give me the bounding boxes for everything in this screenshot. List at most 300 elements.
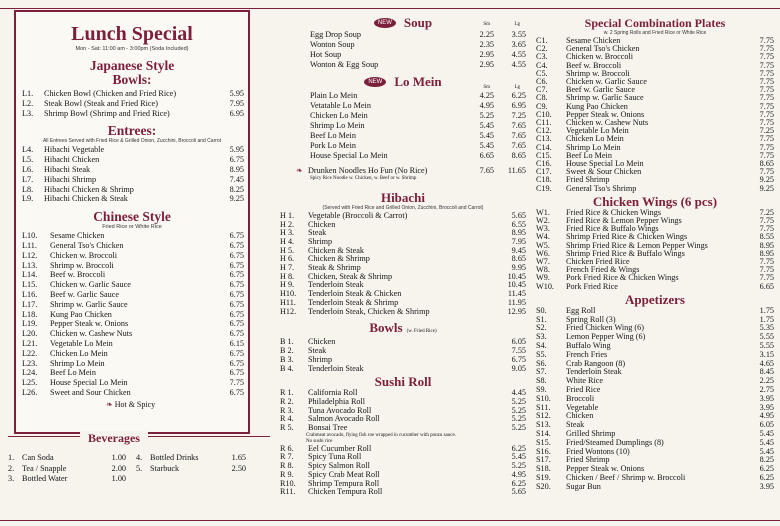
menu-item — [22, 155, 244, 165]
menu-item — [280, 480, 526, 489]
item-name: Chicken, Steak & Shrimp — [308, 272, 393, 281]
chinese-note: Fried Rice or White Rice — [102, 224, 162, 231]
menu-item — [536, 360, 774, 369]
item-price: 5.35 — [759, 323, 774, 333]
item-code: L14. — [22, 270, 38, 280]
item-name: White Rice — [566, 377, 604, 386]
item-price: 7.95 — [511, 236, 526, 246]
menu-item — [536, 421, 774, 430]
menu-item — [536, 448, 774, 457]
beverages-section — [8, 431, 270, 485]
item-price: 6.75 — [229, 387, 244, 397]
item-price: 5.45 — [479, 141, 494, 150]
item-name: Chicken Fried Rice — [566, 258, 630, 267]
item-name: General Tso's Shrimp — [566, 184, 637, 193]
item-name: Chicken — [566, 412, 594, 421]
item-price: 7.75 — [759, 85, 774, 95]
item-code: R10. — [280, 478, 296, 488]
menu-item — [536, 351, 774, 360]
item-price: 2.35 — [479, 40, 494, 49]
item-name: Tenderloin Steak & Chicken — [308, 290, 402, 299]
menu-item — [536, 368, 774, 377]
item-price-large: 7.65 — [511, 121, 526, 130]
item-price: 2.95 — [479, 60, 494, 69]
item-price: 2.00 — [111, 463, 126, 473]
menu-item — [536, 316, 774, 325]
item-price-large: 7.25 — [511, 111, 526, 120]
item-price: 4.25 — [479, 91, 494, 100]
item-price: 1.00 — [111, 474, 126, 483]
menu-item — [280, 229, 526, 238]
lunch-entrees-list — [16, 145, 248, 204]
item-code: W7. — [536, 257, 550, 267]
menu-item — [280, 337, 526, 346]
wings-title: Chicken Wings (6 pcs) — [592, 193, 718, 209]
item-code: S15. — [536, 437, 551, 447]
item-price: 1.65 — [231, 453, 246, 462]
menu-item — [310, 111, 526, 121]
item-price: 6.75 — [229, 299, 244, 309]
item-price-large: 6.95 — [511, 101, 526, 110]
menu-item — [536, 456, 774, 465]
item-price: 7.75 — [759, 134, 774, 144]
item-name: Pork Fried Rice & Chicken Wings — [566, 274, 679, 283]
drunken-noodles-row — [280, 166, 526, 176]
menu-item — [22, 165, 244, 175]
item-code: W8. — [536, 265, 550, 275]
item-price: 5.65 — [511, 487, 526, 497]
item-code: W10. — [536, 281, 554, 291]
menu-item — [22, 261, 244, 271]
entrees-title: Entrees: — [107, 123, 157, 139]
lunch-chinese-list — [16, 231, 248, 398]
item-price: 3.95 — [759, 402, 774, 412]
item-price: 7.75 — [759, 36, 774, 45]
menu-item — [536, 62, 774, 70]
item-code: S1. — [536, 314, 547, 324]
item-price: 5.45 — [479, 121, 494, 130]
item-price: 7.25 — [759, 207, 774, 217]
menu-item — [536, 185, 774, 193]
item-code: C19. — [536, 183, 552, 193]
item-price-large: 11.65 — [507, 166, 526, 175]
item-price: 6.75 — [229, 289, 244, 299]
menu-item — [280, 221, 526, 230]
item-price: 11.95 — [507, 297, 526, 307]
item-code: H 5. — [280, 245, 295, 255]
item-code: C12. — [536, 126, 552, 136]
item-name: Hibachi Shrimp — [44, 174, 97, 184]
beverages-left-list — [8, 453, 126, 485]
menu-item — [536, 386, 774, 395]
item-name: Sesame Chicken — [50, 231, 105, 241]
menu-item — [536, 474, 774, 483]
item-price: 8.95 — [511, 228, 526, 238]
item-name: Bottled Water — [22, 474, 68, 483]
item-name: Fried Shrimp — [566, 176, 610, 185]
menu-item — [280, 273, 526, 282]
item-name: Pepper Steak w. Onions — [566, 465, 645, 474]
item-name: Fried Shrimp — [566, 456, 610, 465]
item-name: Steak — [308, 229, 327, 238]
item-name: Philadelphia Roll — [308, 397, 366, 406]
lomein-header — [280, 73, 526, 91]
item-price: 6.25 — [759, 473, 774, 483]
item-name: Fried Rice & Chicken Wings — [566, 208, 662, 217]
item-code: H10. — [280, 289, 297, 299]
item-name: Egg Drop Soup — [310, 30, 361, 39]
chinese-style-title: Chinese Style — [93, 209, 171, 225]
right-column — [536, 16, 774, 492]
item-code: C4. — [536, 60, 548, 70]
item-name: Chicken w. Cashew Nuts — [50, 329, 133, 339]
menu-item — [22, 270, 244, 280]
item-price: 7.75 — [759, 109, 774, 119]
item-price: 6.05 — [511, 337, 526, 347]
item-code: L18. — [22, 309, 38, 319]
menu-item — [536, 333, 774, 342]
menu-item — [536, 266, 774, 274]
item-code: L12. — [22, 250, 38, 260]
menu-item — [536, 144, 774, 152]
menu-item — [280, 364, 526, 373]
item-price: 5.45 — [511, 452, 526, 462]
item-name: House Special Lo Mein — [310, 151, 388, 160]
item-code: C14. — [536, 142, 552, 152]
item-name: Hibachi Chicken — [44, 155, 100, 165]
menu-item — [280, 238, 526, 247]
item-name: Shrimp w. Broccoli — [50, 260, 114, 270]
item-name: Hibachi Vegetable — [44, 145, 105, 155]
menu-item — [8, 474, 126, 485]
bonsai-note: Crabmeat avocado, flying fish roe wrapped in cucumber with ponzu sauce. No sushi rice — [306, 432, 456, 444]
menu-item — [536, 37, 774, 45]
item-price: 11.45 — [507, 289, 526, 299]
item-code: W6. — [536, 248, 550, 258]
item-price: 6.15 — [229, 338, 244, 348]
item-name: Chicken Bowl (Chicken and Fried Rice) — [44, 89, 177, 98]
item-price: 7.75 — [759, 44, 774, 54]
menu-item — [22, 388, 244, 398]
hot-spicy-label: Hot & Spicy — [114, 399, 156, 409]
item-name: Chicken Lo Mein — [310, 111, 368, 120]
combo-title: Special Combination Plates — [584, 16, 726, 30]
menu-item — [22, 339, 244, 349]
item-code: C5. — [536, 68, 548, 78]
item-price: 7.75 — [759, 273, 774, 283]
bowls-note: (w. Fried Rice) — [406, 329, 437, 335]
menu-item — [536, 45, 774, 53]
item-price: 6.75 — [229, 309, 244, 319]
item-name: Vetatable Lo Mein — [310, 101, 371, 110]
item-price: 4.65 — [759, 358, 774, 368]
item-name: Tea / Snapple — [22, 463, 67, 473]
item-price: 6.25 — [511, 478, 526, 488]
item-price: 7.75 — [759, 224, 774, 234]
combo-list — [536, 37, 774, 193]
menu-item — [22, 231, 244, 241]
menu-item — [280, 415, 526, 424]
item-code: C1. — [536, 36, 548, 45]
beverages-right-list — [136, 453, 246, 485]
item-name: Vegetable Lo Mein — [566, 127, 629, 136]
new-badge: NEW — [364, 77, 386, 87]
item-code: C13. — [536, 134, 552, 144]
menu-item — [536, 250, 774, 258]
soup-list — [280, 30, 526, 70]
item-code: W5. — [536, 240, 550, 250]
item-price: 3.95 — [759, 393, 774, 403]
item-name: House Special Lo Mein — [566, 160, 644, 169]
item-price: 7.75 — [759, 52, 774, 62]
soup-header — [280, 14, 526, 30]
item-code: S11. — [536, 402, 551, 412]
item-name: Tenderloin Steak & Shrimp — [308, 298, 399, 307]
item-name: Shrimp w. Garlic Sauce — [566, 94, 644, 103]
menu-item — [536, 127, 774, 135]
menu-item — [280, 264, 526, 273]
item-name: Salmon Avocado Roll — [308, 415, 380, 424]
item-price: 2.95 — [479, 50, 494, 59]
item-name: Sweet and Sour Chicken — [50, 387, 131, 397]
item-price: 6.75 — [229, 348, 244, 358]
item-name: Chicken — [308, 220, 336, 229]
item-name: Drunken Noodles Ho Fun (No Rice) — [308, 166, 428, 175]
item-name: Steak — [566, 421, 585, 430]
item-price: 3.15 — [759, 349, 774, 359]
item-price: 4.45 — [511, 388, 526, 398]
item-name: Steak Bowl (Steak and Fried Rice) — [44, 98, 158, 108]
item-name: Fried Rice & Buffalo Wings — [566, 225, 659, 234]
menu-item — [536, 135, 774, 143]
item-name: Crab Rangoon (8) — [566, 359, 626, 368]
menu-item — [536, 342, 774, 351]
item-price: 7.25 — [759, 126, 774, 136]
item-code: C17. — [536, 167, 552, 177]
item-code: B 3. — [280, 355, 294, 365]
item-name: Pork Fried Rice — [566, 282, 618, 291]
item-name: Chicken w. Cashew Nuts — [566, 119, 649, 128]
item-name: Egg Roll — [566, 306, 596, 315]
item-price: 9.95 — [511, 263, 526, 273]
item-name: Kung Pao Chicken — [566, 102, 628, 111]
menu-item — [22, 290, 244, 300]
menu-item — [536, 86, 774, 94]
item-name: California Roll — [308, 389, 358, 398]
lomein-list — [280, 91, 526, 161]
item-price-large: 4.55 — [511, 60, 526, 69]
item-price: 6.75 — [229, 270, 244, 280]
item-code: S19. — [536, 473, 551, 483]
item-name: Chicken Tempura Roll — [308, 488, 383, 497]
menu-item — [280, 290, 526, 299]
item-code: S7. — [536, 367, 547, 377]
hibachi-note: (Served with Fried Rice and Grilled Onion, Zucchini, Broccoli and Carrot) — [322, 204, 484, 211]
item-code: R 8. — [280, 461, 294, 471]
item-code: W3. — [536, 224, 550, 234]
item-code: L9. — [22, 194, 34, 204]
item-price: 5.25 — [511, 405, 526, 415]
item-price: 5.25 — [479, 111, 494, 120]
menu-item — [22, 241, 244, 251]
bowls-section-title: Bowls — [369, 320, 403, 336]
menu-item — [22, 194, 244, 204]
middle-column — [280, 14, 526, 497]
item-price: 2.25 — [759, 376, 774, 386]
item-price: 9.25 — [759, 175, 774, 185]
menu-item — [280, 281, 526, 290]
item-price: 5.45 — [759, 437, 774, 447]
menu-item — [536, 274, 774, 282]
item-price: 6.75 — [229, 358, 244, 368]
item-code: L6. — [22, 164, 34, 174]
item-name: Bonsai Tree — [308, 424, 348, 433]
item-name: House Special Lo Mein — [50, 378, 128, 388]
item-name: Chicken w. Garlic Sauce — [566, 78, 647, 87]
item-name: Plain Lo Mein — [310, 91, 358, 100]
item-price: 6.75 — [229, 329, 244, 339]
item-name: Shrimp — [308, 237, 333, 246]
item-code: H 3. — [280, 228, 295, 238]
item-code: W4. — [536, 232, 550, 242]
item-code: R 3. — [280, 405, 294, 415]
menu-item — [536, 430, 774, 439]
menu-item — [22, 89, 244, 99]
menu-item — [536, 168, 774, 176]
item-name: Can Soda — [22, 453, 54, 462]
item-code: R 9. — [280, 469, 294, 479]
item-code: S3. — [536, 332, 547, 342]
item-price: 5.25 — [511, 414, 526, 424]
menu-item — [22, 280, 244, 290]
item-price: 5.95 — [229, 89, 244, 98]
combo-note: w. 2 Spring Rolls and Fried Rice or White Rice — [603, 30, 707, 36]
wings-list — [536, 209, 774, 291]
item-code: B 4. — [280, 364, 294, 374]
menu-item — [280, 389, 526, 398]
menu-item — [280, 424, 526, 433]
menu-item — [22, 175, 244, 185]
item-code: L23. — [22, 358, 38, 368]
item-code: L3. — [22, 108, 34, 118]
menu-item — [536, 242, 774, 250]
item-price: 4.95 — [759, 411, 774, 421]
item-code: B 1. — [280, 337, 294, 347]
menu-item — [536, 483, 774, 492]
item-code: L25. — [22, 378, 38, 388]
menu-item — [536, 78, 774, 86]
item-name: Chicken w. Garlic Sauce — [50, 280, 131, 290]
bowls-header — [280, 319, 526, 337]
item-name: Beef Lo Mein — [50, 368, 96, 378]
item-price: 7.75 — [759, 216, 774, 226]
item-price: 7.95 — [229, 98, 244, 108]
menu-item — [22, 378, 244, 388]
hibachi-list — [280, 212, 526, 316]
item-code: S12. — [536, 411, 551, 421]
item-price: 8.55 — [759, 232, 774, 242]
item-price: 8.25 — [759, 455, 774, 465]
menu-item — [536, 53, 774, 61]
menu-item — [280, 488, 526, 497]
item-name: Chicken & Shrimp — [308, 255, 370, 264]
menu-item — [536, 176, 774, 184]
item-name: Chicken & Steak — [308, 246, 364, 255]
item-price: 10.45 — [507, 280, 526, 290]
item-code: L21. — [22, 338, 38, 348]
item-code: H 6. — [280, 254, 295, 264]
menu-item — [310, 50, 526, 60]
item-name: Beef Lo Mein — [566, 151, 612, 160]
item-price: 10.45 — [507, 271, 526, 281]
item-price: 3.95 — [759, 481, 774, 491]
item-price: 6.75 — [229, 319, 244, 329]
item-price: 5.65 — [511, 210, 526, 220]
menu-item — [136, 453, 246, 464]
item-name: Sweet & Sour Chicken — [566, 168, 642, 177]
item-price: 6.75 — [229, 155, 244, 165]
menu-item — [536, 160, 774, 168]
item-price: 6.75 — [229, 368, 244, 378]
item-price-large: 3.55 — [511, 30, 526, 39]
item-name: Chicken w. Broccoli — [50, 250, 117, 260]
item-price: 6.75 — [229, 260, 244, 270]
item-price: 7.75 — [759, 142, 774, 152]
item-name: Chicken — [308, 337, 336, 347]
soup-title: Soup — [403, 15, 433, 30]
menu-item — [8, 453, 126, 464]
item-code: R 1. — [280, 388, 294, 398]
item-code: W2. — [536, 216, 550, 226]
item-price: 6.05 — [759, 420, 774, 430]
item-price: 7.75 — [759, 118, 774, 128]
item-code: S14. — [536, 429, 551, 439]
item-code: C15. — [536, 150, 552, 160]
item-name: Shrimp — [308, 355, 333, 365]
item-code: S10. — [536, 393, 551, 403]
item-price: 6.75 — [511, 355, 526, 365]
soup-lg-label: Lg — [514, 22, 520, 27]
menu-item — [280, 471, 526, 480]
item-name: Spicy Crab Meat Roll — [308, 470, 380, 479]
item-code: S13. — [536, 420, 551, 430]
bowls-title: Bowls: — [112, 72, 152, 87]
item-price-large: 6.25 — [511, 91, 526, 100]
item-price: 8.25 — [229, 184, 244, 194]
item-price: 7.75 — [759, 77, 774, 87]
item-price: 4.95 — [511, 469, 526, 479]
lunch-title: Lunch Special — [71, 23, 193, 45]
item-price: 8.95 — [759, 240, 774, 250]
item-name: Starbuck — [150, 463, 180, 473]
item-price: 6.65 — [759, 281, 774, 291]
drunken-note: Spicy Rice Noodle w. Chicken, w. Beef or w. Shrimp — [310, 175, 417, 181]
item-code: L17. — [22, 299, 38, 309]
bottom-rule — [0, 520, 780, 521]
item-price: 9.05 — [511, 364, 526, 374]
item-name: Steak — [308, 346, 327, 356]
item-code: W9. — [536, 273, 550, 283]
menu-item — [310, 40, 526, 50]
item-name: Grilled Shrimp — [566, 430, 616, 439]
item-price: 9.25 — [759, 183, 774, 193]
menu-item — [22, 99, 244, 109]
menu-item — [280, 445, 526, 454]
pepper-icon: ❧ — [296, 166, 303, 175]
item-name: Spicy Salmon Roll — [308, 462, 370, 471]
item-code: L22. — [22, 348, 38, 358]
menu-item — [22, 319, 244, 329]
